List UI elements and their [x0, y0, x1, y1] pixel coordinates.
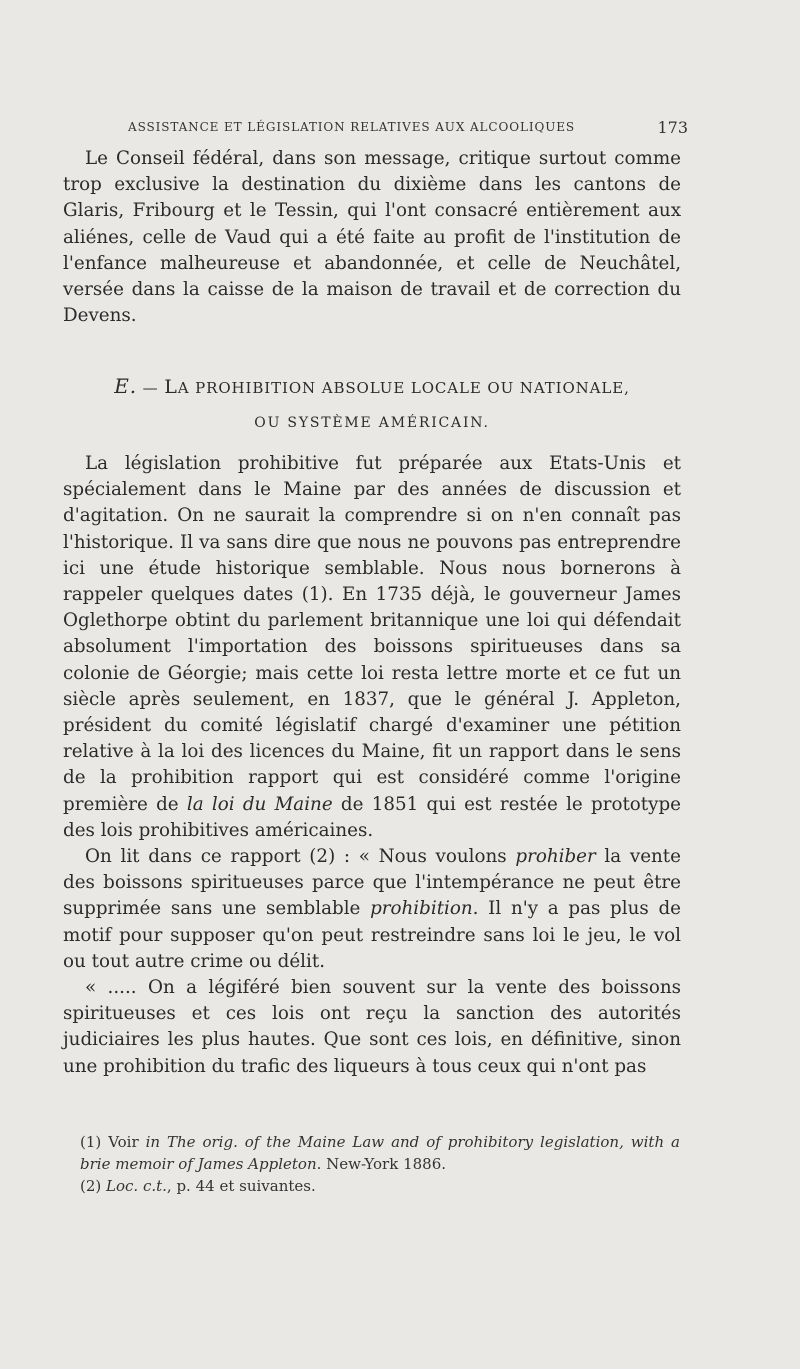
footnote-1 — [80, 1131, 680, 1175]
footnote-text: . New-York 1886. — [316, 1155, 447, 1173]
text-run: On lit dans ce rapport (2) : « Nous voulons — [85, 846, 516, 868]
running-title: ASSISTANCE ET LÉGISLATION RELATIVES AUX ALCOOLIQUES — [128, 120, 576, 134]
footnote-marker: (2) — [80, 1177, 107, 1195]
body-text — [63, 451, 681, 1080]
footnote-marker: (1) Voir — [80, 1133, 146, 1151]
italic-text: la loi du Maine — [186, 793, 333, 815]
footnotes — [80, 1131, 680, 1197]
section-title-initial: L — [164, 376, 178, 398]
page-number: 173 — [657, 118, 688, 137]
paragraph-text: Le Conseil fédéral, dans son message, critique surtout comme trop exclusive la destination du dixième dans les cantons de Glaris, Fribourg et le Tessin, qui l'ont consacré entièrement aux aliénes, celle de Vaud qui a été faite au profit de l'institution de l'enfance malheureuse et abandonnée, et celle de Neuchâtel, versée dans la caisse de la maison de travail et de correction du Devens. — [63, 148, 681, 327]
section-title: A PROHIBITION ABSOLUE LOCALE OU NATIONALE, — [177, 379, 630, 397]
italic-text: prohiber — [515, 846, 596, 868]
text-run: la vente des boissons spiritueuses parce que l'intempérance ne peut être supprimée sans une semblable — [63, 846, 681, 920]
footnote-2 — [80, 1175, 680, 1197]
paragraph-prohibition-history — [63, 451, 681, 844]
page-header — [128, 118, 688, 142]
paragraph-legislation-quote: « ..... On a légiféré bien souvent sur la vente des boissons spiritueuses et ces lois ont reçu la sanction des autorités judiciaires les plus hautes. Que sont ces lois, en définitive, sinon une prohibition du trafic des liqueurs à tous ceux qui n'ont pas — [63, 977, 681, 1077]
footnote-italic: in The orig. of the Maine Law and of prohibitory legislation, with a brie memoir of James Appleton — [80, 1133, 680, 1173]
footnote-italic: Loc. c.t. — [106, 1177, 167, 1195]
section-heading — [63, 374, 681, 398]
footnote-text: , p. 44 et suivantes. — [166, 1177, 316, 1195]
section-dash: — — [142, 379, 159, 397]
paragraph-swiss-cantons — [63, 146, 681, 329]
paragraph-report-quote — [63, 844, 681, 975]
section-letter: E. — [114, 374, 137, 398]
text-run: de 1851 qui est restée le prototype des lois prohibitives américaines. — [63, 793, 681, 841]
text-run: La législation prohibitive fut préparée aux Etats-Unis et spécialement dans le Maine par des années de discussion et d'agitation. On ne saurait la comprendre si on n'en connaît pas l'historique. Il va sans dire que nous ne pouvons pas entreprendre ici une étude historique semblable. Nous nous bornerons à rappeler quelques dates (1). En 1735 déjà, le gouverneur James Oglethorpe obtint du parlement britannique une loi qui défendait absolument l'importation des boissons spiritueuses dans sa colonie de Géorgie; mais cette loi resta lettre morte et ce fut un siècle après seulement, en 1837, que le général J. Appleton, président du comité législatif chargé d'examiner une pétition relative à la loi des licences du Maine, fit un rapport dans le sens de la prohibition rapport qui est considéré comme l'origine première de — [63, 453, 681, 815]
section-subtitle: OU SYSTÈME AMÉRICAIN. — [254, 415, 490, 431]
text-run: . Il n'y a pas plus de motif pour supposer qu'on peut restreindre sans loi le jeu, le vol ou tout autre crime ou délit. — [63, 898, 681, 972]
italic-text: prohibition — [370, 898, 473, 920]
